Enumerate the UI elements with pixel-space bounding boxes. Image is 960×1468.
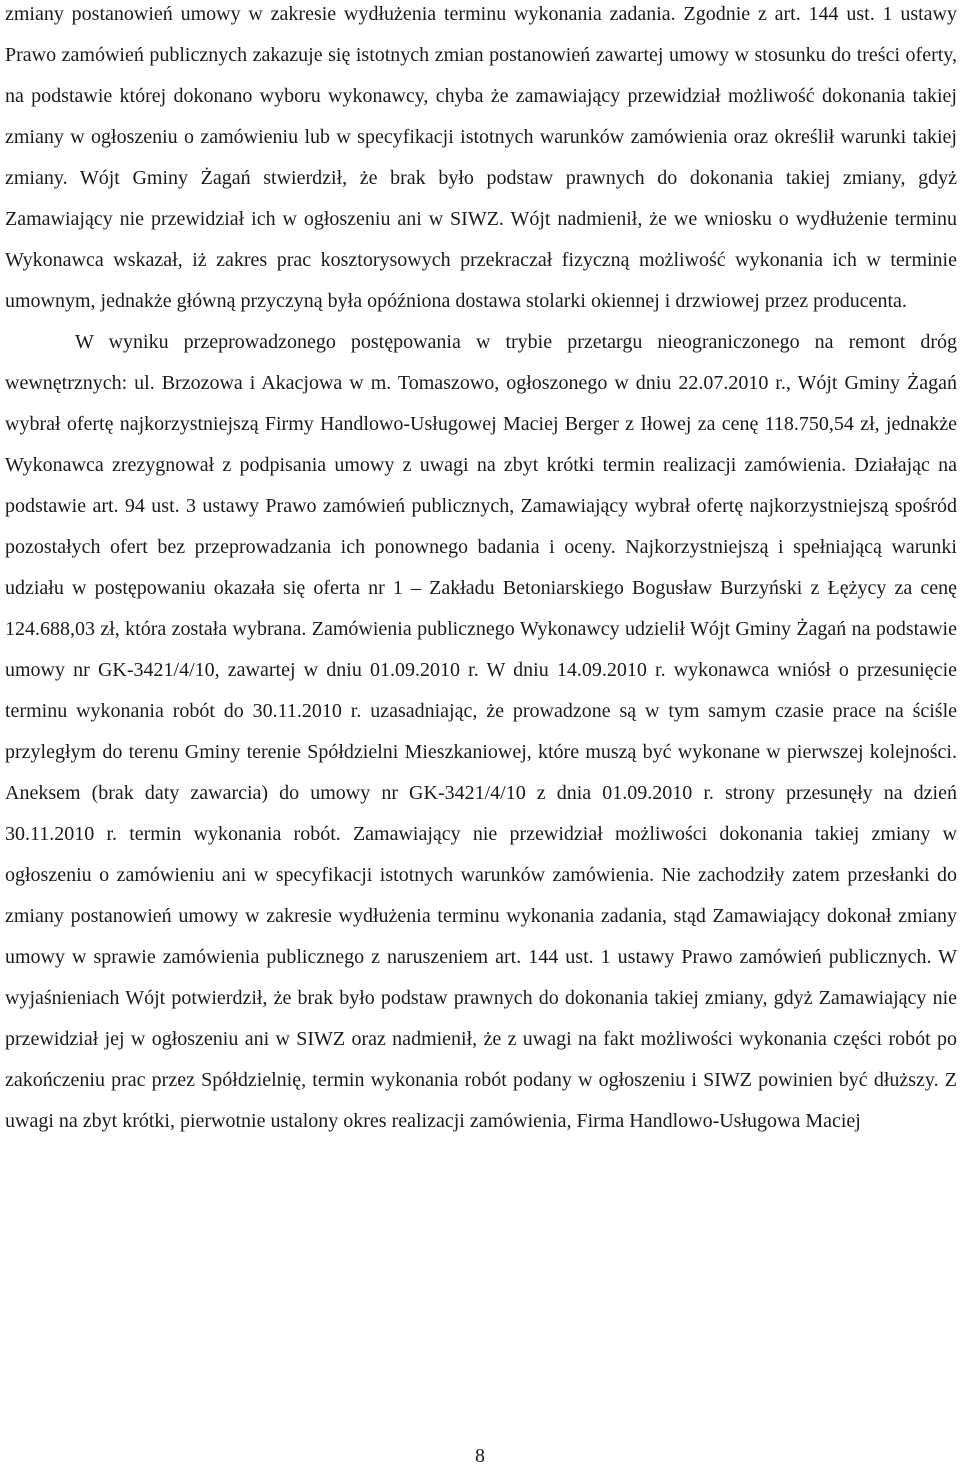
document-page bbox=[5, 0, 957, 1142]
paragraph-1: zmiany postanowień umowy w zakresie wydłużenia terminu wykonania zadania. Zgodnie z art. 144 ust. 1 ustawy Prawo zamówień publicznych zakazuje się istotnych zmian postanowień zawartej umowy w stosunku do treści oferty, na podstawie której dokonano wyboru wykonawcy, chyba że zamawiający przewidział możliwość dokonania takiej zmiany w ogłoszeniu o zamówieniu lub w specyfikacji istotnych warunków zamówienia oraz określił warunki takiej zmiany. Wójt Gminy Żagań stwierdził, że brak było podstaw prawnych do dokonania takiej zmiany, gdyż Zamawiający nie przewidział ich w ogłoszeniu ani w SIWZ. Wójt nadmienił, że we wniosku o wydłużenie terminu Wykonawca wskazał, iż zakres prac kosztorysowych przekraczał fizyczną możliwość wykonania ich w terminie umownym, jednakże główną przyczyną była opóźniona dostawa stolarki okiennej i drzwiowej przez producenta. bbox=[5, 3, 957, 312]
paragraph-2: W wyniku przeprowadzonego postępowania w trybie przetargu nieograniczonego na remont dróg wewnętrznych: ul. Brzozowa i Akacjowa w m. Tomaszowo, ogłoszonego w dniu 22.07.2010 r., Wójt Gminy Żagań wybrał ofertę najkorzystniejszą Firmy Handlowo-Usługowej Maciej Berger z Iłowej za cenę 118.750,54 zł, jednakże Wykonawca zrezygnował z podpisania umowy z uwagi na zbyt krótki termin realizacji zamówienia. Działając na podstawie art. 94 ust. 3 ustawy Prawo zamówień publicznych, Zamawiający wybrał ofertę najkorzystniejszą spośród pozostałych ofert bez przeprowadzania ich ponownego badania i oceny. Najkorzystniejszą i spełniającą warunki udziału w postępowaniu okazała się oferta nr 1 – Zakładu Betoniarskiego Bogusław Burzyński z Łężycy za cenę 124.688,03 zł, która została wybrana. Zamówienia publicznego Wykonawcy udzielił Wójt Gminy Żagań na podstawie umowy nr GK-3421/4/10, zawartej w dniu 01.09.2010 r. W dniu 14.09.2010 r. wykonawca wniósł o przesunięcie terminu wykonania robót do 30.11.2010 r. uzasadniając, że prowadzone są w tym samym czasie prace na ściśle przyległym do terenu Gminy terenie Spółdzielni Mieszkaniowej, które muszą być wykonane w pierwszej kolejności. Aneksem (brak daty zawarcia) do umowy nr GK-3421/4/10 z dnia 01.09.2010 r. strony przesunęły na dzień 30.11.2010 r. termin wykonania robót. Zamawiający nie przewidział możliwości dokonania takiej zmiany w ogłoszeniu o zamówieniu ani w specyfikacji istotnych warunków zamówienia. Nie zachodziły zatem przesłanki do zmiany postanowień umowy w zakresie wydłużenia terminu wykonania zadania, stąd Zamawiający dokonał zmiany umowy w sprawie zamówienia publicznego z naruszeniem art. 144 ust. 1 ustawy Prawo zamówień publicznych. W wyjaśnieniach Wójt potwierdził, że brak było podstaw prawnych do dokonania takiej zmiany, gdyż Zamawiający nie przewidział jej w ogłoszeniu ani w SIWZ oraz nadmienił, że z uwagi na fakt możliwości wykonania części robót po zakończeniu prac przez Spółdzielnię, termin wykonania robót podany w ogłoszeniu i SIWZ powinien być dłuższy. Z uwagi na zbyt krótki, pierwotnie ustalony okres realizacji zamówienia, Firma Handlowo-Usługowa Maciej bbox=[5, 331, 957, 1132]
page-number: 8 bbox=[475, 1445, 485, 1467]
